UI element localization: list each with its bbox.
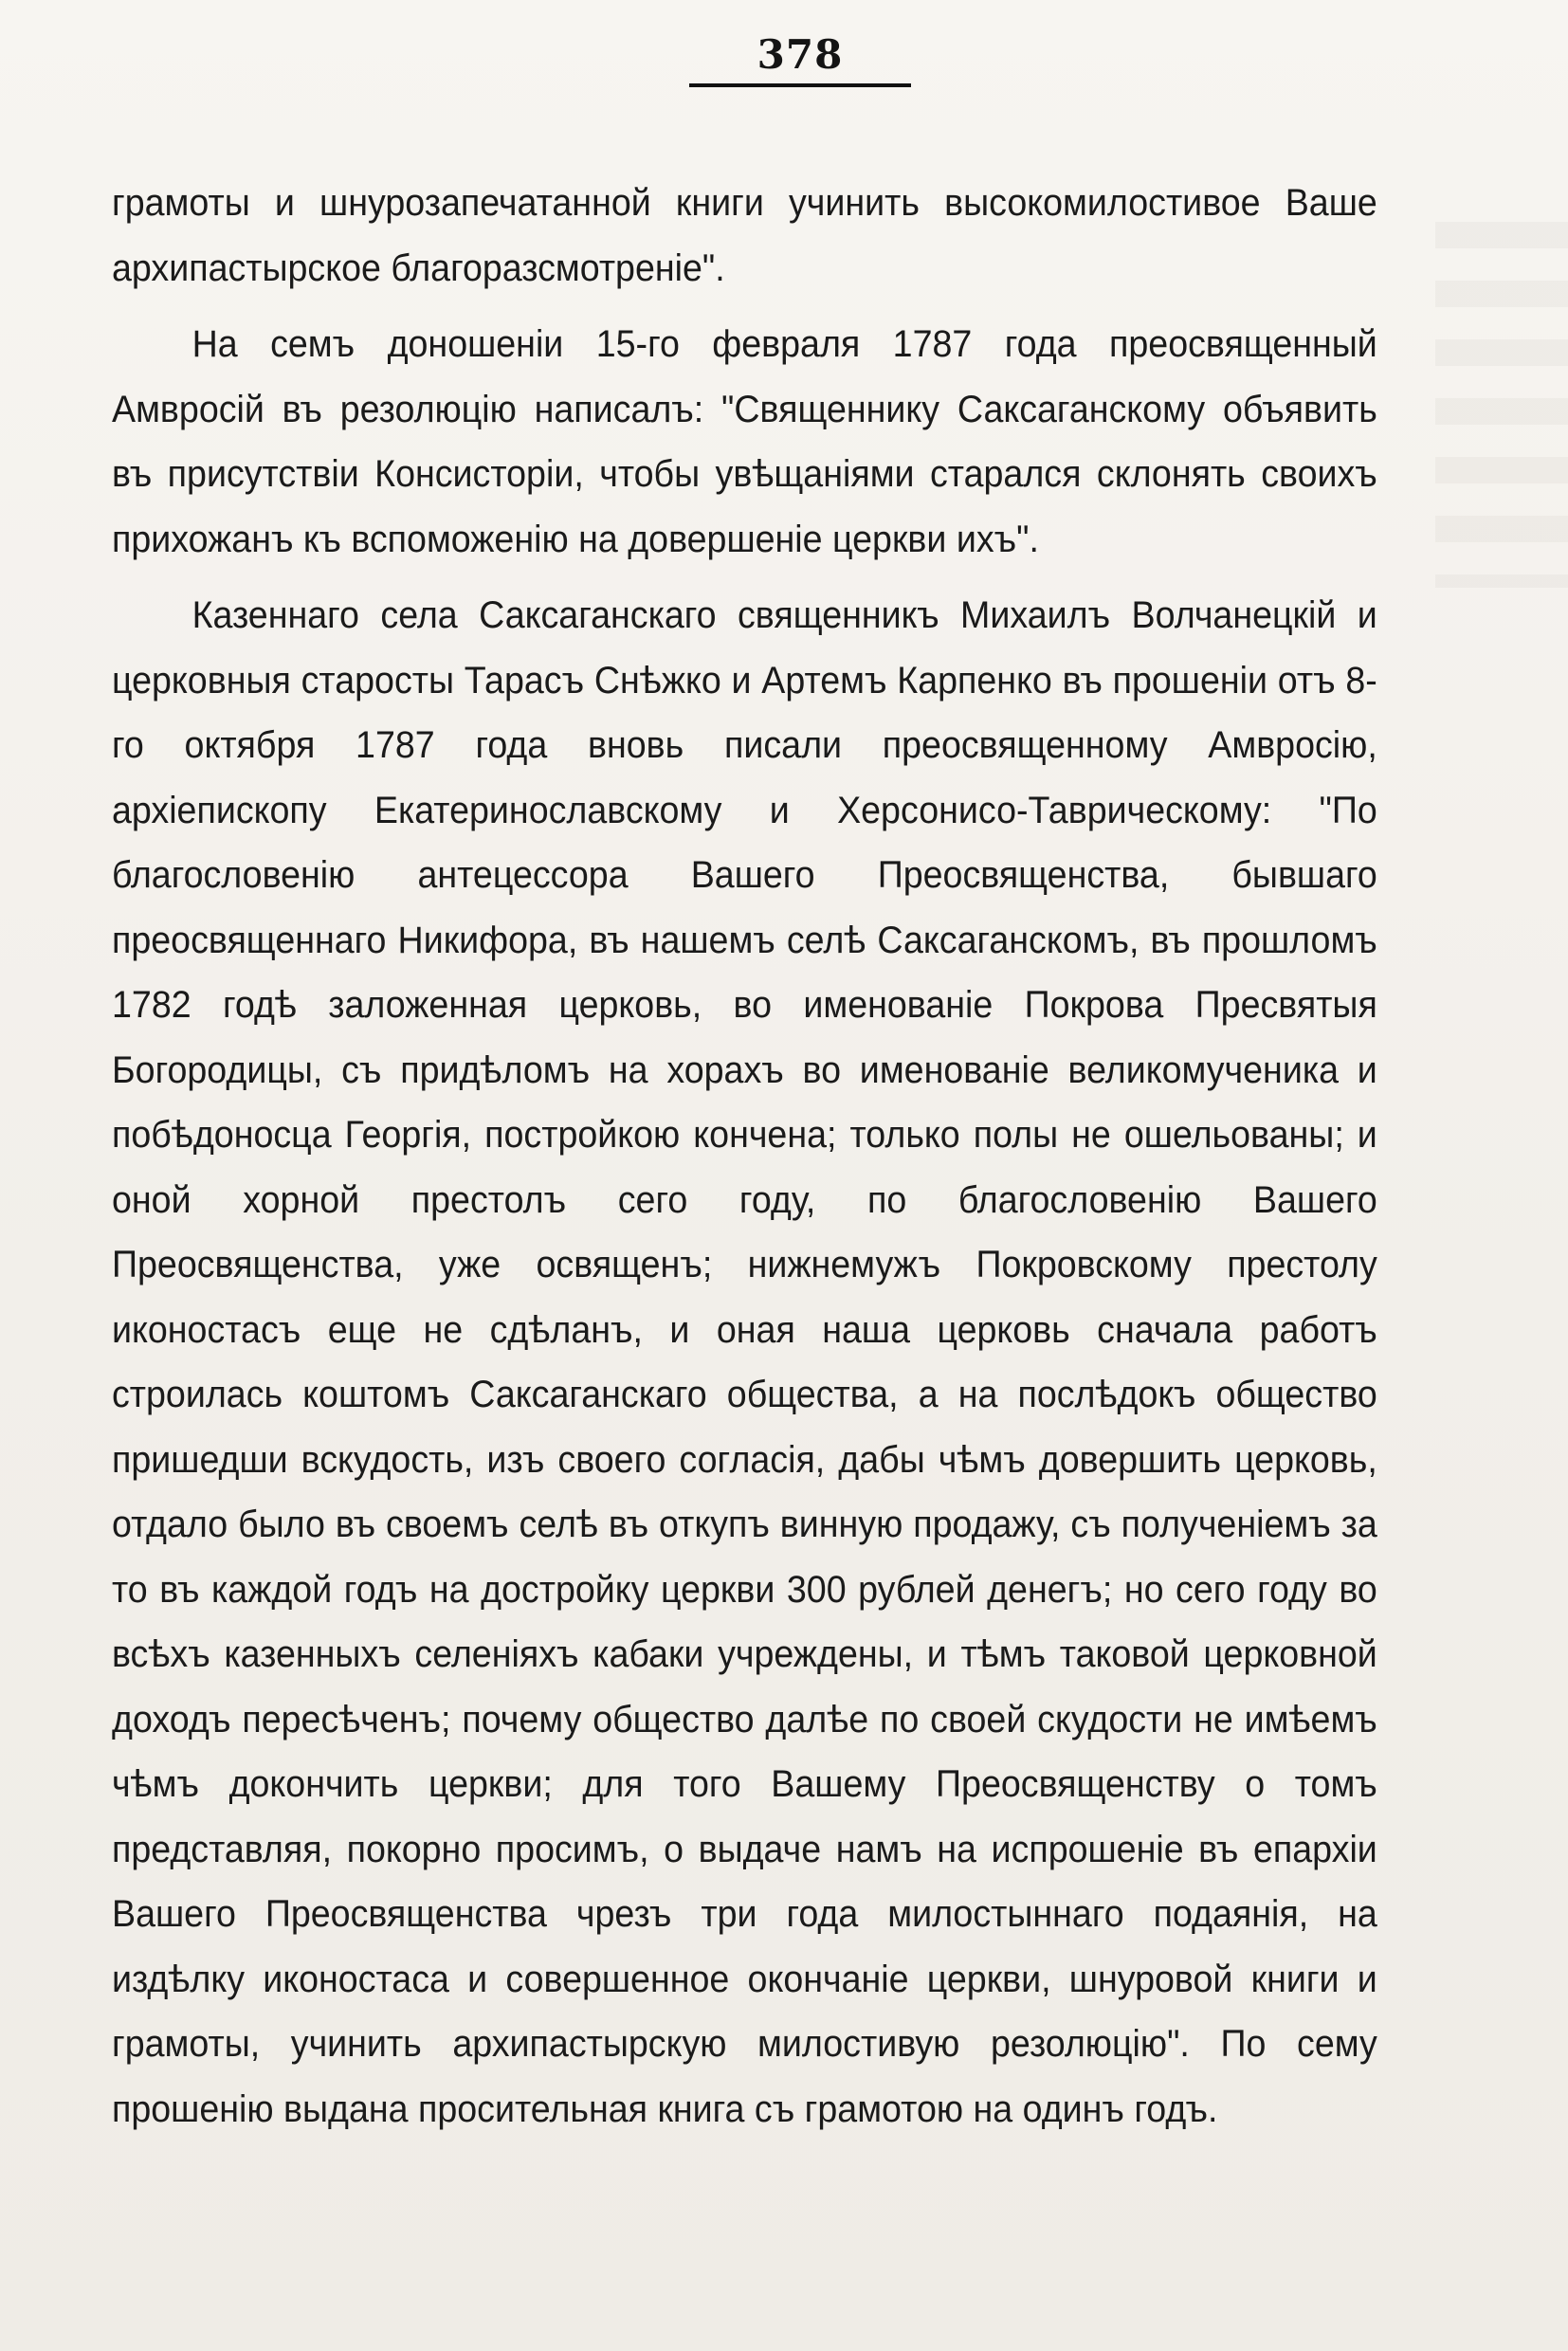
page-number-underline — [689, 83, 911, 87]
paragraph-continuation: грамоты и шнурозапечатанной книги учинить высокомилостивое Ваше архипастырское благоразсмотреніе". — [112, 182, 1377, 289]
paragraph-petition: Казеннаго села Саксаганскаго священникъ Михаилъ Волчанецкій и церковныя старосты Тарасъ Снѣжко и Артемъ Карпенко въ прошеніи отъ 8-го октября 1787 года вновь писали преосвященному Амвросію, архіепископу Екатеринославскому и Херсонисо-Таврическому: "По благословенію антецессора Вашего Преосвященства, бывшаго преосвященнаго Никифора, въ нашемъ селѣ Саксаганскомъ, въ прошломъ 1782 годѣ заложенная церковь, во именованіе Покрова Пресвятыя Богородицы, съ придѣломъ на хорахъ во именованіе великомученика и побѣдоносца Георгія, постройкою кончена; только полы не ошельованы; и оной хорной престолъ сего году, по благословенію Вашего Преосвященства, уже освященъ; нижнемужъ Покровскому престолу иконостасъ еще не сдѣланъ, и оная наша церковь сначала работъ строилась коштомъ Саксаганскаго общества, а на послѣдокъ общество пришедши вскудость, изъ своего согласія, дабы чѣмъ довершить церковь, отдало было въ своемъ селѣ въ откупъ винную продажу, съ полученіемъ за то въ каждой годъ на достройку церкви 300 рублей денегъ; но сего году во всѣхъ казенныхъ селеніяхъ кабаки учреждены, и тѣмъ таковой церковной доходъ пересѣченъ; почему общество далѣе по своей скудости не имѣемъ чѣмъ докончить церкви; для того Вашему Преосвященству о томъ представляя, покорно просимъ, о выдаче намъ на испрошеніе въ епархіи Вашего Преосвященства чрезъ три года милостыннаго подаянія, на издѣлку иконостаса и совершенное окончаніе церкви, шнуровой книги и грамоты, учинить архипастырскую милостивую резолюцію". По сему прошенію выдана просительная книга съ грамотою на одинъ годъ. — [112, 594, 1377, 2130]
page-header — [689, 28, 911, 82]
bleed-through-shadow — [1435, 190, 1568, 588]
paragraph-resolution: На семъ доношеніи 15-го февраля 1787 года преосвященный Амвросій въ резолюцію написалъ: "Священнику Саксаганскому объявить въ присутствіи Консисторіи, чтобы увѣщаніями старался склонять своихъ прихожанъ къ вспоможенію на довершеніе церкви ихъ". — [112, 323, 1377, 560]
page-number: 378 — [757, 31, 844, 78]
body-text — [112, 171, 1377, 2141]
